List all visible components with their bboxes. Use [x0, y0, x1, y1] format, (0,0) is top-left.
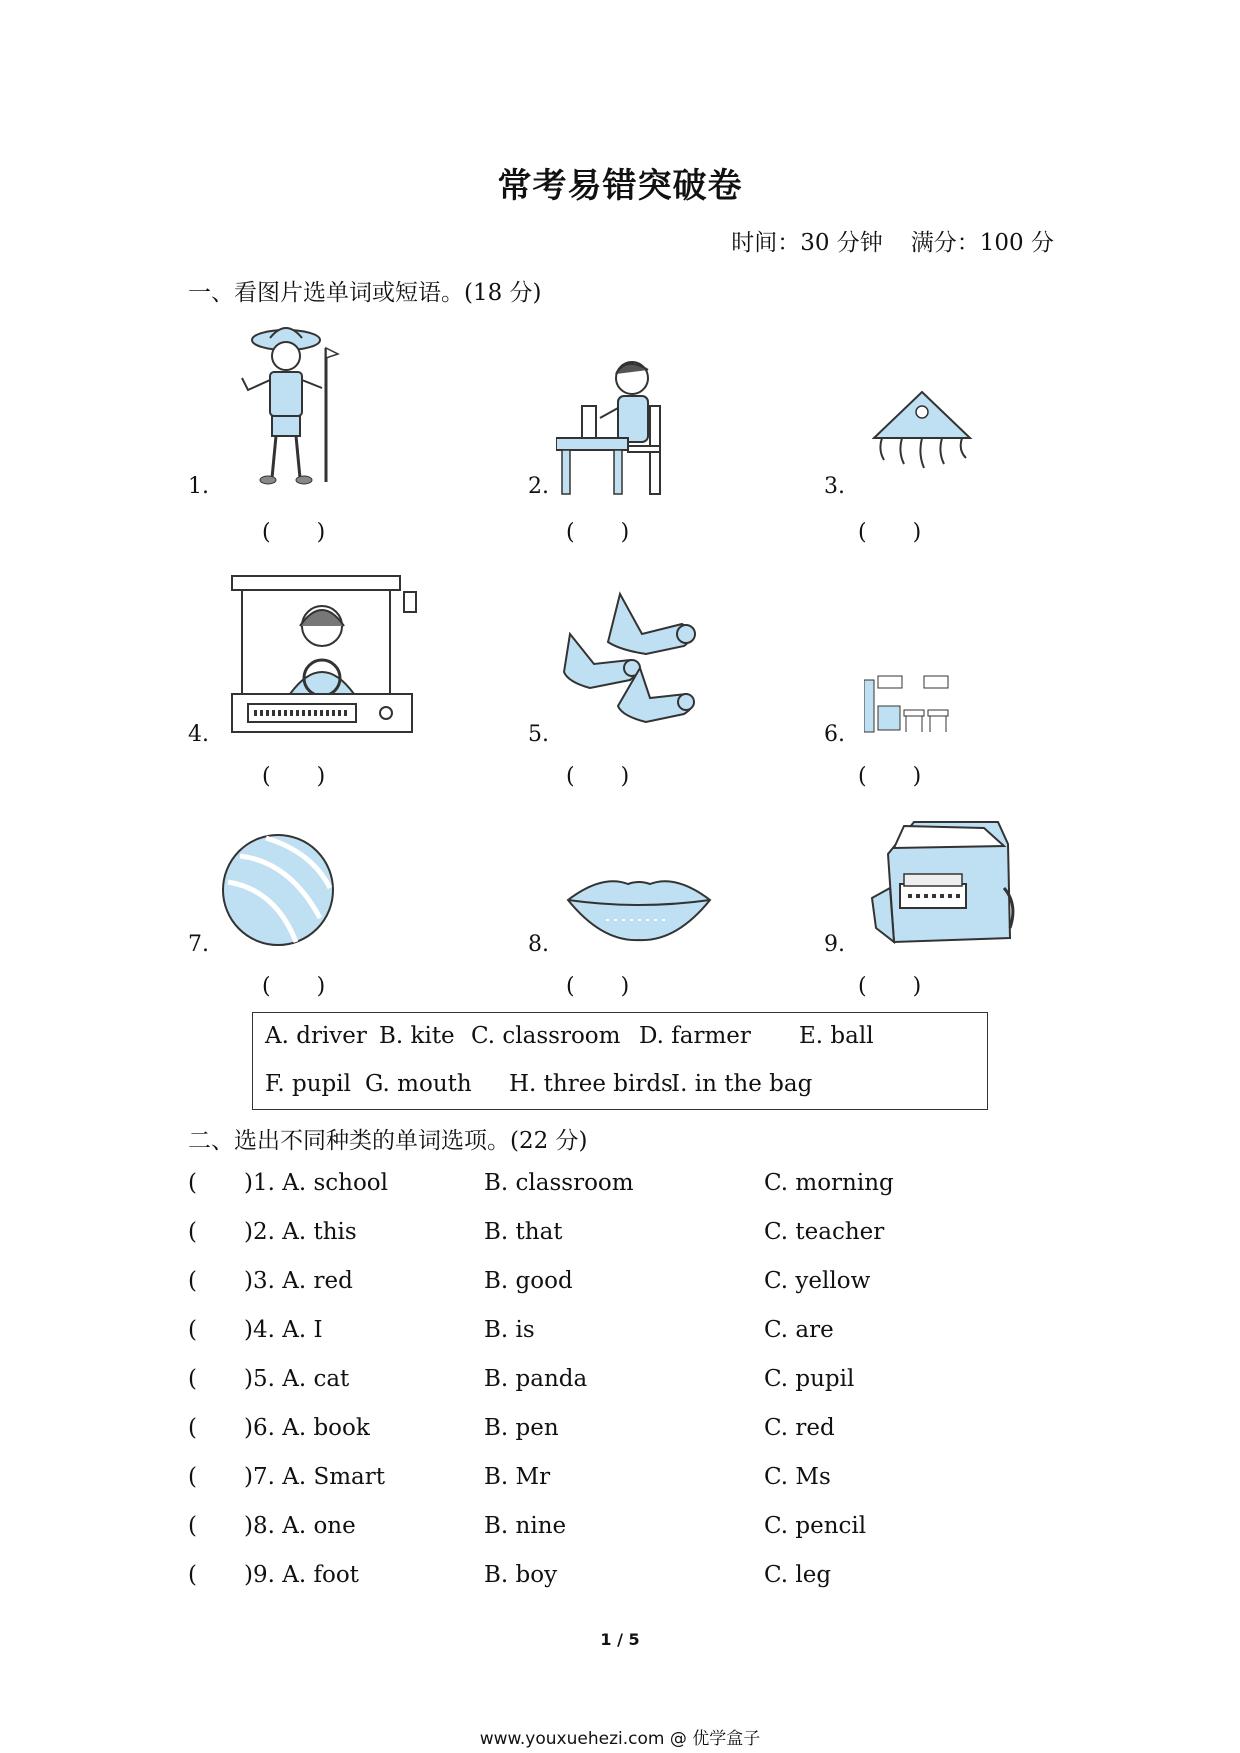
section2-heading: 二、选出不同种类的单词选项。(22 分)	[188, 1128, 588, 1154]
item-8-answer-blank[interactable]: ( )	[566, 974, 630, 999]
option-c-text: C. yellow	[764, 1268, 871, 1294]
item-9-answer-blank[interactable]: ( )	[858, 974, 922, 999]
option-b-text: B. pen	[484, 1415, 559, 1441]
option-a-text: )8. A. one	[244, 1513, 356, 1539]
item-4-number: 4.	[188, 722, 209, 747]
option-c-text: C. pencil	[764, 1513, 867, 1539]
option-c-text: C. red	[764, 1415, 835, 1441]
option-a-text: )3. A. red	[244, 1268, 353, 1294]
item-1-answer-blank[interactable]: ( )	[262, 520, 326, 545]
option-i: I. in the bag	[671, 1071, 813, 1097]
driver-icon	[230, 574, 430, 738]
three-birds-icon	[560, 584, 730, 740]
option-c-text: C. leg	[764, 1562, 832, 1588]
option-b-text: B. is	[484, 1317, 535, 1343]
option-c-text: C. teacher	[764, 1219, 885, 1245]
answer-blank[interactable]: (	[188, 1513, 197, 1539]
classroom-icon	[864, 670, 964, 736]
option-b-text: B. nine	[484, 1513, 567, 1539]
kite-icon	[872, 388, 982, 488]
item-4-answer-blank[interactable]: ( )	[262, 764, 326, 789]
option-a-text: )6. A. book	[244, 1415, 370, 1441]
option-c-text: C. pupil	[764, 1366, 855, 1392]
answer-blank[interactable]: (	[188, 1464, 197, 1490]
option-c-text: C. are	[764, 1317, 834, 1343]
option-g: G. mouth	[365, 1071, 472, 1097]
option-e: E. ball	[799, 1023, 874, 1049]
pupil-icon	[556, 356, 682, 496]
exam-meta	[731, 224, 1054, 257]
ball-icon	[220, 832, 336, 948]
answer-blank[interactable]: (	[188, 1562, 197, 1588]
item-1-number: 1.	[188, 474, 209, 499]
option-c-text: C. Ms	[764, 1464, 831, 1490]
item-5-number: 5.	[528, 722, 549, 747]
option-d: D. farmer	[639, 1023, 751, 1049]
item-2-answer-blank[interactable]: ( )	[566, 520, 630, 545]
answer-blank[interactable]: (	[188, 1415, 197, 1441]
option-b-text: B. classroom	[484, 1170, 634, 1196]
answer-blank[interactable]: (	[188, 1317, 197, 1343]
option-h: H. three birds	[509, 1071, 673, 1097]
time-limit: 时间：30 分钟	[731, 230, 883, 256]
item-5-answer-blank[interactable]: ( )	[566, 764, 630, 789]
answer-blank[interactable]: (	[188, 1268, 197, 1294]
option-a-text: )1. A. school	[244, 1170, 389, 1196]
item-3-answer-blank[interactable]: ( )	[858, 520, 922, 545]
item-6-number: 6.	[824, 722, 845, 747]
item-8-number: 8.	[528, 932, 549, 957]
option-b-text: B. that	[484, 1219, 563, 1245]
answer-blank[interactable]: (	[188, 1219, 197, 1245]
option-a: A. driver	[265, 1023, 367, 1049]
option-b: B. kite	[379, 1023, 455, 1049]
option-a-text: )2. A. this	[244, 1219, 357, 1245]
option-a-text: )9. A. foot	[244, 1562, 359, 1588]
word-bank	[252, 1012, 988, 1110]
item-3-number: 3.	[824, 474, 845, 499]
farmer-icon	[232, 318, 352, 490]
answer-blank[interactable]: (	[188, 1170, 197, 1196]
option-b-text: B. Mr	[484, 1464, 551, 1490]
item-6-answer-blank[interactable]: ( )	[858, 764, 922, 789]
page-indicator: 1 / 5	[600, 1630, 640, 1649]
option-a-text: )4. A. I	[244, 1317, 323, 1343]
section1-heading: 一、看图片选单词或短语。(18 分)	[188, 280, 542, 306]
option-a-text: )5. A. cat	[244, 1366, 350, 1392]
item-2-number: 2.	[528, 474, 549, 499]
option-b-text: B. good	[484, 1268, 573, 1294]
mouth-icon	[566, 870, 712, 942]
option-c-text: C. morning	[764, 1170, 894, 1196]
item-7-number: 7.	[188, 932, 209, 957]
full-score: 满分：100 分	[910, 230, 1054, 256]
option-b-text: B. boy	[484, 1562, 558, 1588]
item-7-answer-blank[interactable]: ( )	[262, 974, 326, 999]
option-f: F. pupil	[265, 1071, 351, 1097]
footer-watermark: www.youxuehezi.com @ 优学盒子	[479, 1729, 761, 1749]
page-title: 常考易错突破卷	[497, 166, 743, 206]
item-9-number: 9.	[824, 932, 845, 957]
option-b-text: B. panda	[484, 1366, 588, 1392]
option-c: C. classroom	[471, 1023, 621, 1049]
answer-blank[interactable]: (	[188, 1366, 197, 1392]
option-a-text: )7. A. Smart	[244, 1464, 385, 1490]
bag-icon	[864, 818, 1020, 948]
